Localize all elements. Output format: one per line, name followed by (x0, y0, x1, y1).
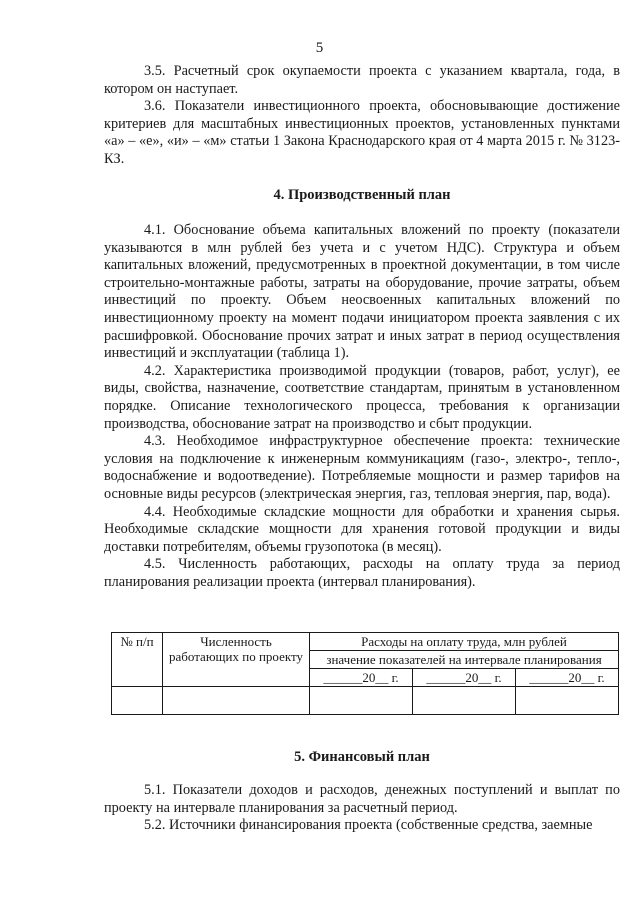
paragraph-5-1: 5.1. Показатели доходов и расходов, денежных поступлений и выплат по проекту на интервале планирования за расчетный период. (104, 782, 620, 816)
paragraph-4-4: 4.4. Необходимые складские мощности для обработки и хранения сырья. Необходимые складские мощности для хранения готовой продукции и виды доставки потребителям, объемы грузопотока (в месяц). (104, 503, 620, 555)
table-header-row (112, 633, 619, 651)
year-cell-1: ______20__ г. (310, 669, 413, 687)
page-number: 5 (315, 40, 324, 56)
labor-costs-table (111, 632, 619, 715)
section5-body (104, 782, 620, 835)
table-cell (310, 687, 413, 715)
paragraph-4-3: 4.3. Необходимое инфраструктурное обеспечение проекта: технические условия на подключение к инженерным коммуникациям (газо-, электро-, тепло-, водоснабжение и водоотведение). Потребляемые мощности и размер тарифов на основные виды ресурсов (электрическая энергия, газ, тепловая энергия, пар, вода). (104, 433, 620, 502)
paragraph-4-5: 4.5. Численность работающих, расходы на оплату труда за период планирования реализации проекта (интервал планирования). (104, 556, 620, 590)
paragraph-5-2: 5.2. Источники финансирования проекта (собственные средства, заемные (144, 817, 593, 834)
section5-title: 5. Финансовый план (294, 749, 430, 765)
year-cell-3: ______20__ г. (516, 669, 619, 687)
table-cell (163, 687, 310, 715)
paragraph-3-6: 3.6. Показатели инвестиционного проекта, обосновывающие достижение критериев для масштабных инвестиционных проектов, установленных пунктами «а» – «е», «и» – «м» статьи 1 Закона Краснодарского края от 4 марта 2015 г. № 3123-КЗ. (104, 98, 620, 167)
table-cell (413, 687, 516, 715)
header-number: № п/п (112, 633, 163, 687)
table-cell (112, 687, 163, 715)
header-interval: значение показателей на интервале планирования (310, 651, 619, 669)
paragraph-4-2: 4.2. Характеристика производимой продукции (товаров, работ, услуг), ее виды, свойства, назначение, соответствие стандартам, принятым в установленном порядке. Описание технологического процесса, требования к организации производства, обоснование затрат на производство и сбыт продукции. (104, 362, 620, 432)
section4-title: 4. Производственный план (273, 187, 451, 203)
section4-body (104, 222, 620, 591)
table-row (112, 687, 619, 715)
header-staff: Численность работающих по проекту (163, 633, 310, 687)
paragraph-3-5: 3.5. Расчетный срок окупаемости проекта с указанием квартала, года, в котором он наступает. (104, 63, 620, 97)
section3-tail (104, 63, 620, 169)
year-cell-2: ______20__ г. (413, 669, 516, 687)
header-labor-costs: Расходы на оплату труда, млн рублей (310, 633, 619, 651)
table-cell (516, 687, 619, 715)
paragraph-4-1: 4.1. Обоснование объема капитальных вложений по проекту (показатели указываются в млн рублей без учета и с учетом НДС). Структура и объем капитальных вложений, предусмотренных в проектной документации, в том числе строительно-монтажные работы, затраты на оборудование, прочие затраты, объем инвестиций по проекту. Объем неосвоенных капитальных вложений по инвестиционному проекту на момент подачи инициатором проекта заявления с их расшифровкой. Обоснование прочих затрат и иных затрат в период осуществления инвестиций и эксплуатации (таблица 1). (104, 222, 620, 362)
